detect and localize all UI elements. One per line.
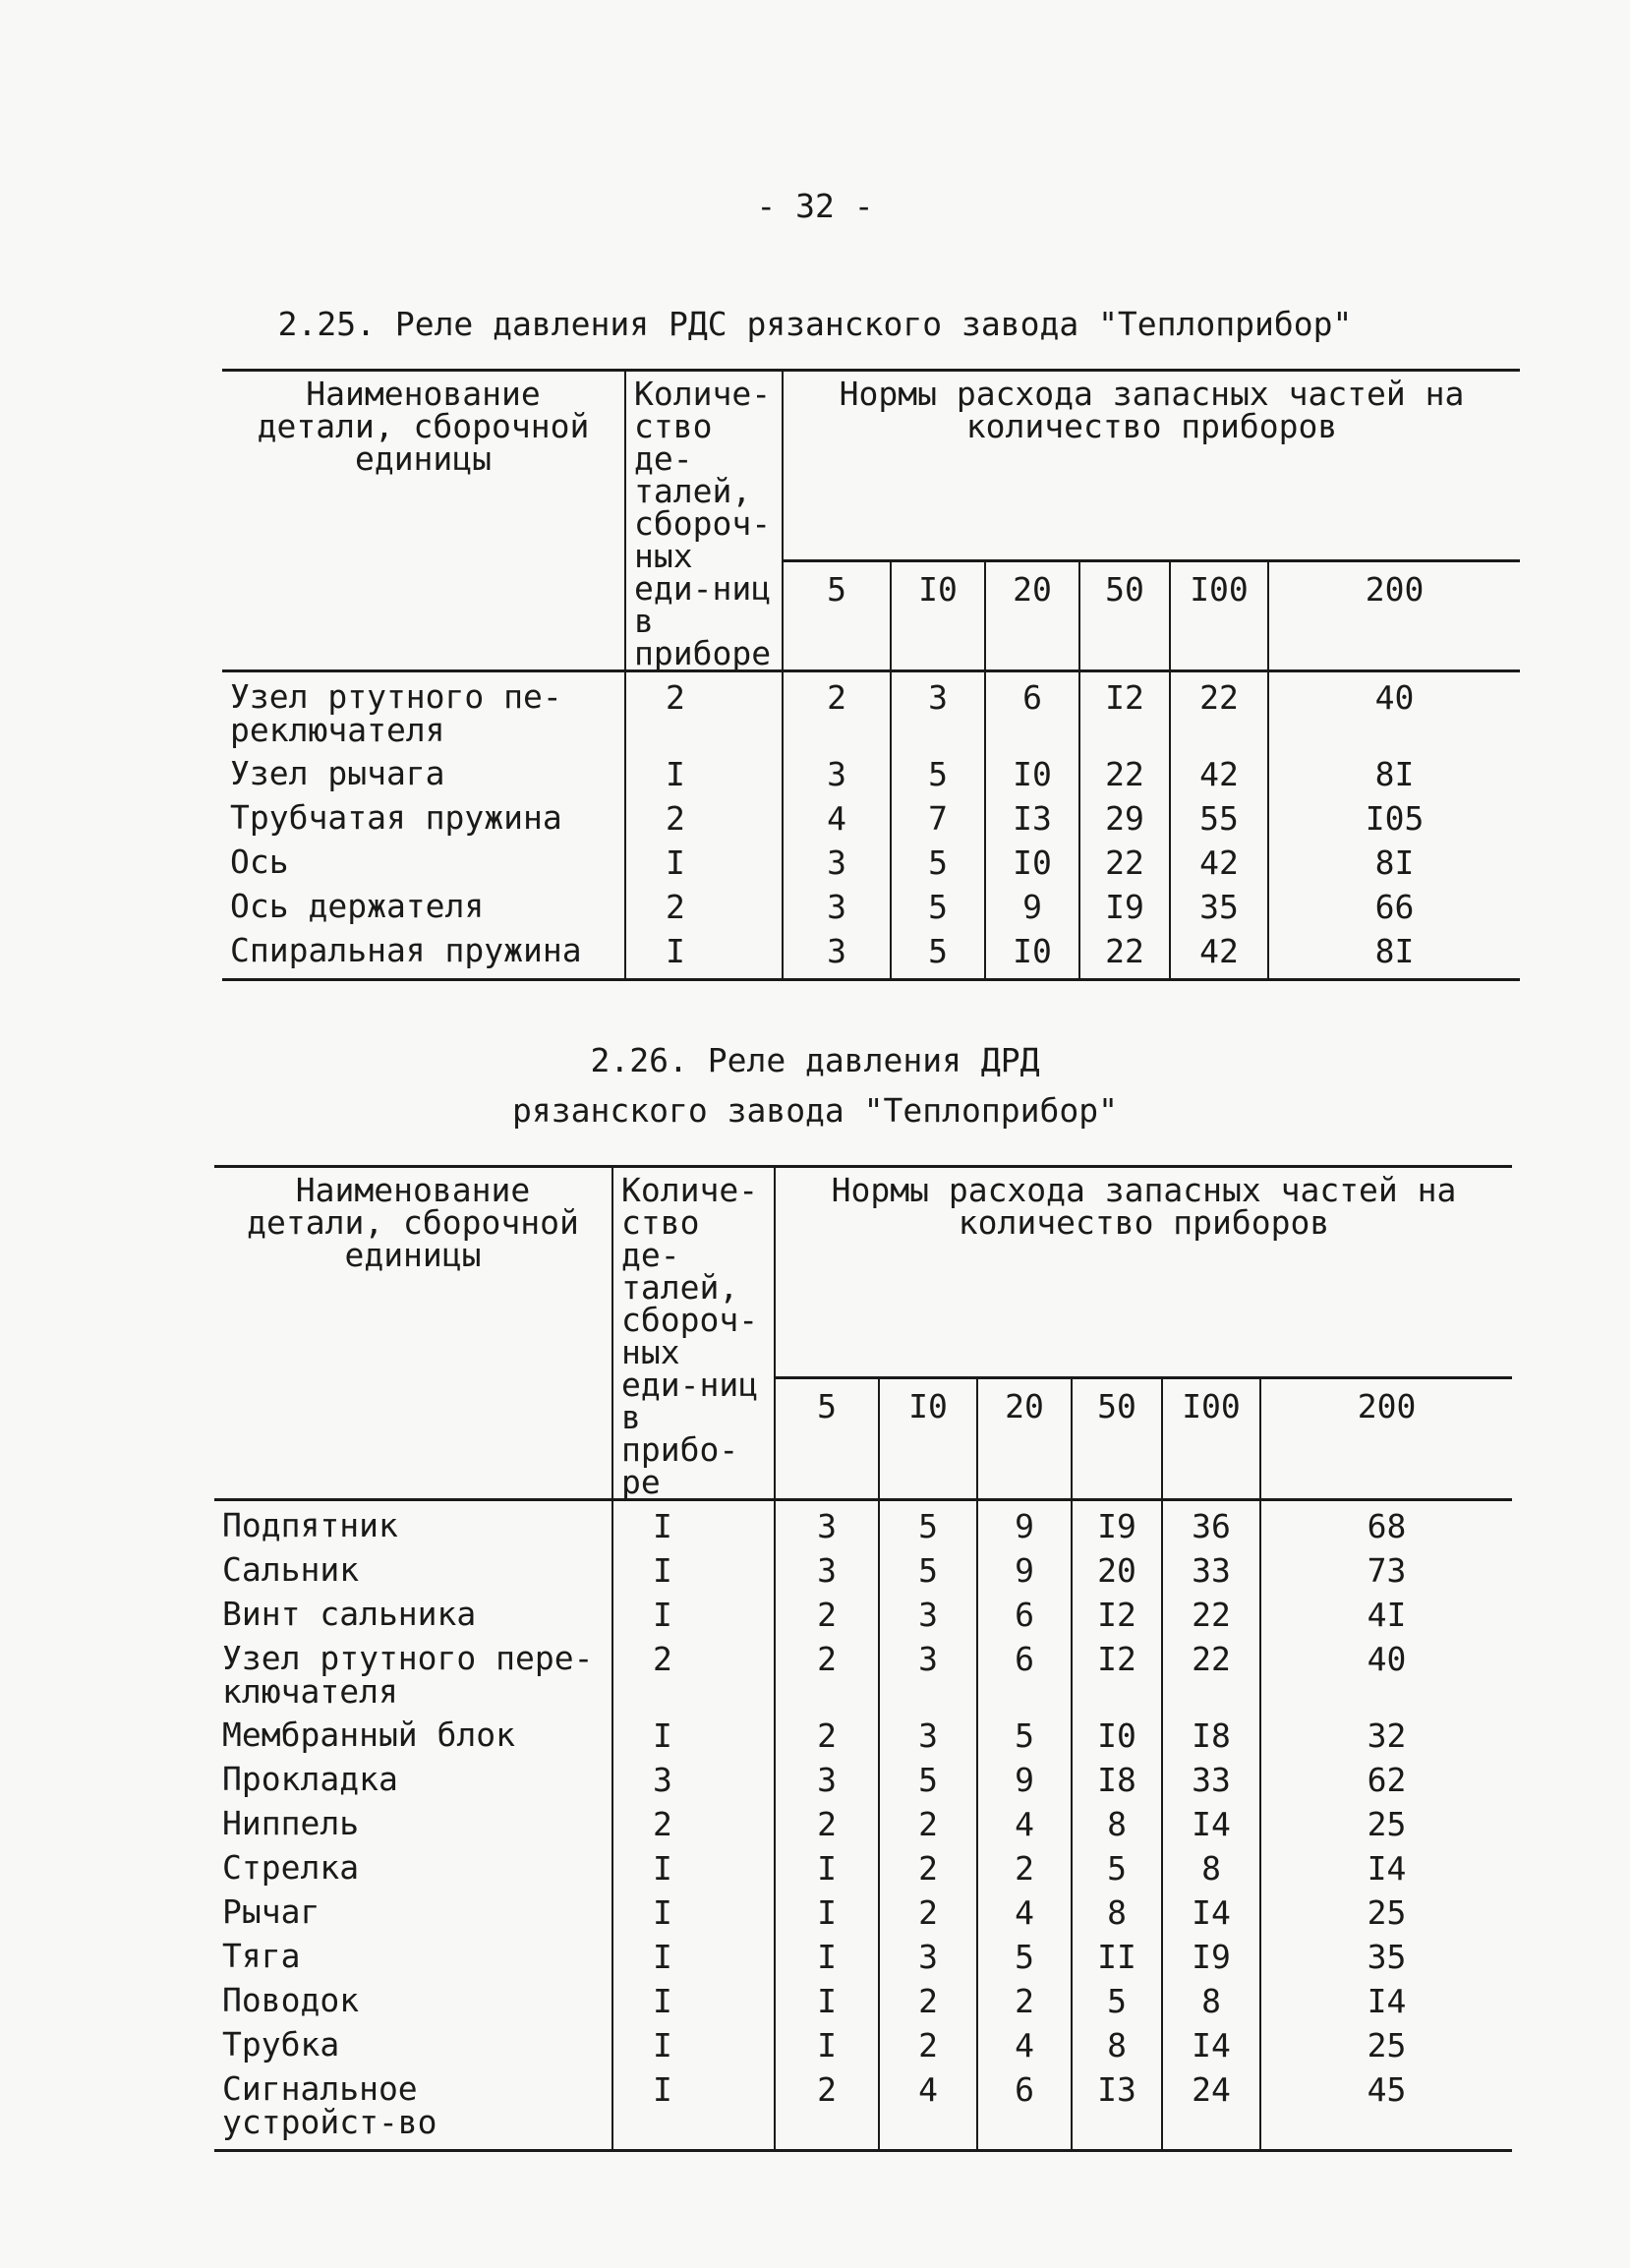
norm-value-cell: 2 bbox=[879, 1802, 977, 1846]
column-header-devices: 20 bbox=[977, 1377, 1072, 1499]
table-row bbox=[214, 2023, 1512, 2067]
norm-value-cell: I9 bbox=[1162, 1935, 1260, 1979]
table-2-caption-line-1: 2.26. Реле давления ДРД bbox=[590, 1041, 1040, 1079]
norm-value-cell: I bbox=[775, 1935, 879, 1979]
norm-value-cell: 8I bbox=[1268, 841, 1520, 885]
norm-value-cell: 25 bbox=[1260, 1890, 1512, 1935]
table-row bbox=[222, 885, 1520, 929]
norm-value-cell: I4 bbox=[1162, 1890, 1260, 1935]
norm-value-cell: I2 bbox=[1072, 1593, 1162, 1637]
part-name-cell: Узел ртутного пе-реключателя bbox=[222, 671, 625, 753]
column-header-part-name: Наименование детали, сборочной единицы bbox=[214, 1167, 612, 1500]
part-name-cell: Трубчатая пружина bbox=[230, 798, 562, 837]
part-name-cell: Спиральная пружина bbox=[222, 929, 625, 980]
norm-value-cell: 2 bbox=[775, 1802, 879, 1846]
column-header-devices: 50 bbox=[1072, 1377, 1162, 1499]
table-row bbox=[214, 1758, 1512, 1802]
norm-value-cell: 33 bbox=[1162, 1758, 1260, 1802]
norm-value-cell: 40 bbox=[1268, 671, 1520, 753]
norm-value-cell: 4 bbox=[879, 2067, 977, 2151]
quantity-cell: I bbox=[612, 1714, 775, 1758]
norm-value-cell: 3 bbox=[879, 1637, 977, 1714]
norm-value-cell: 7 bbox=[891, 796, 985, 841]
table-row bbox=[214, 1593, 1512, 1637]
part-name-cell: Тяга bbox=[222, 1937, 301, 1975]
norm-value-cell: 3 bbox=[775, 1758, 879, 1802]
table-row bbox=[214, 1548, 1512, 1593]
part-name-cell: Стрелка bbox=[222, 1848, 360, 1887]
part-name-cell: Ниппель bbox=[222, 1804, 360, 1842]
table-row bbox=[214, 2067, 1512, 2151]
norm-value-cell: I bbox=[775, 1890, 879, 1935]
part-name-cell: Подпятник bbox=[214, 1500, 612, 1549]
norm-value-cell: 8 bbox=[1162, 1979, 1260, 2023]
norm-value-cell: 4I bbox=[1260, 1593, 1512, 1637]
quantity-cell: 3 bbox=[612, 1758, 775, 1802]
norm-value-cell: 68 bbox=[1260, 1500, 1512, 1549]
norm-value-cell: 3 bbox=[783, 752, 891, 796]
part-name-cell: Узел ртутного пере-ключателя bbox=[222, 1639, 594, 1711]
norm-value-cell: 5 bbox=[891, 752, 985, 796]
norm-value-cell: 42 bbox=[1170, 752, 1268, 796]
norm-value-cell: I4 bbox=[1260, 1979, 1512, 2023]
column-header-consumption-norms: Нормы расхода запасных частей на количество приборов bbox=[783, 371, 1520, 561]
table-row bbox=[214, 1979, 1512, 2023]
quantity-cell: I bbox=[625, 841, 783, 885]
norm-value-cell: I bbox=[775, 1846, 879, 1890]
norm-value-cell: I8 bbox=[1072, 1758, 1162, 1802]
norm-value-cell: 22 bbox=[1079, 841, 1170, 885]
norm-value-cell: 6 bbox=[977, 1593, 1072, 1637]
norm-value-cell: 6 bbox=[985, 671, 1079, 753]
quantity-cell: I bbox=[625, 752, 783, 796]
norm-value-cell: 3 bbox=[783, 841, 891, 885]
part-name-cell: Узел рычага bbox=[230, 754, 445, 792]
quantity-cell: 2 bbox=[612, 1637, 775, 1714]
norm-value-cell: I0 bbox=[985, 929, 1079, 980]
table-row bbox=[222, 796, 1520, 841]
norm-value-cell: 8 bbox=[1162, 1846, 1260, 1890]
norm-value-cell: 9 bbox=[977, 1548, 1072, 1593]
norm-value-cell: 2 bbox=[775, 1637, 879, 1714]
quantity-cell: I bbox=[612, 1548, 775, 1593]
part-name-cell: Сигнальное устройст-во bbox=[214, 2067, 612, 2151]
norm-value-cell: 3 bbox=[879, 1714, 977, 1758]
quantity-cell: I bbox=[612, 1935, 775, 1979]
table-row bbox=[214, 1846, 1512, 1890]
quantity-cell: I bbox=[612, 1846, 775, 1890]
norm-value-cell: I4 bbox=[1260, 1846, 1512, 1890]
column-header-devices: 200 bbox=[1260, 1377, 1512, 1499]
norm-value-cell: 22 bbox=[1079, 752, 1170, 796]
quantity-cell: I bbox=[612, 2067, 775, 2151]
norm-value-cell: 22 bbox=[1162, 1637, 1260, 1714]
table-row bbox=[214, 1935, 1512, 1979]
norm-value-cell: 6 bbox=[977, 2067, 1072, 2151]
spare-parts-table-rds bbox=[222, 369, 1520, 981]
column-header-part-name: Наименование детали, сборочной единицы bbox=[222, 371, 625, 671]
norm-value-cell: 8I bbox=[1268, 929, 1520, 980]
norm-value-cell: 9 bbox=[985, 885, 1079, 929]
table-row bbox=[222, 752, 1520, 796]
table-row bbox=[214, 1802, 1512, 1846]
norm-value-cell: I bbox=[775, 2023, 879, 2067]
norm-value-cell: 8I bbox=[1268, 752, 1520, 796]
norm-value-cell: 5 bbox=[1072, 1979, 1162, 2023]
norm-value-cell: 2 bbox=[775, 2067, 879, 2151]
column-header-devices: 5 bbox=[775, 1377, 879, 1499]
norm-value-cell: 5 bbox=[891, 885, 985, 929]
norm-value-cell: 29 bbox=[1079, 796, 1170, 841]
column-header-devices: I0 bbox=[891, 560, 985, 670]
norm-value-cell: 55 bbox=[1170, 796, 1268, 841]
part-name-cell: Поводок bbox=[222, 1981, 360, 2019]
norm-value-cell: 2 bbox=[775, 1593, 879, 1637]
quantity-cell: I bbox=[612, 1979, 775, 2023]
table-row bbox=[222, 929, 1520, 980]
norm-value-cell: 66 bbox=[1268, 885, 1520, 929]
table-2-caption-line-2: рязанского завода "Теплоприбор" bbox=[512, 1091, 1118, 1130]
norm-value-cell: 33 bbox=[1162, 1548, 1260, 1593]
norm-value-cell: 4 bbox=[977, 1890, 1072, 1935]
norm-value-cell: 3 bbox=[783, 885, 891, 929]
norm-value-cell: I05 bbox=[1268, 796, 1520, 841]
quantity-cell: I bbox=[612, 1890, 775, 1935]
quantity-cell: I bbox=[612, 2023, 775, 2067]
norm-value-cell: 24 bbox=[1162, 2067, 1260, 2151]
norm-value-cell: I8 bbox=[1162, 1714, 1260, 1758]
norm-value-cell: 3 bbox=[879, 1935, 977, 1979]
norm-value-cell: 4 bbox=[783, 796, 891, 841]
norm-value-cell: I9 bbox=[1079, 885, 1170, 929]
norm-value-cell: I4 bbox=[1162, 1802, 1260, 1846]
norm-value-cell: 42 bbox=[1170, 841, 1268, 885]
norm-value-cell: 4 bbox=[977, 2023, 1072, 2067]
quantity-cell: I bbox=[612, 1593, 775, 1637]
table-row bbox=[214, 1500, 1512, 1549]
column-header-devices: 200 bbox=[1268, 560, 1520, 670]
quantity-cell: 2 bbox=[625, 885, 783, 929]
part-name-cell: Ось bbox=[230, 843, 289, 881]
norm-value-cell: 40 bbox=[1260, 1637, 1512, 1714]
table-row bbox=[214, 1890, 1512, 1935]
norm-value-cell: 3 bbox=[775, 1500, 879, 1549]
part-name-cell: Винт сальника bbox=[222, 1595, 477, 1633]
norm-value-cell: 45 bbox=[1260, 2067, 1512, 2151]
quantity-cell: I bbox=[612, 1500, 775, 1549]
norm-value-cell: I bbox=[775, 1979, 879, 2023]
quantity-cell: 2 bbox=[625, 671, 783, 753]
quantity-cell: I bbox=[625, 929, 783, 980]
column-header-devices: 20 bbox=[985, 560, 1079, 670]
column-header-devices: 5 bbox=[783, 560, 891, 670]
norm-value-cell: 6 bbox=[977, 1637, 1072, 1714]
norm-value-cell: 32 bbox=[1260, 1714, 1512, 1758]
norm-value-cell: 2 bbox=[879, 2023, 977, 2067]
norm-value-cell: 8 bbox=[1072, 1890, 1162, 1935]
column-header-quantity: Количе-ство де-талей, сбороч-ных еди-ниц в прибо-ре bbox=[612, 1167, 775, 1500]
norm-value-cell: 9 bbox=[977, 1758, 1072, 1802]
norm-value-cell: 3 bbox=[775, 1548, 879, 1593]
norm-value-cell: II bbox=[1072, 1935, 1162, 1979]
part-name-cell: Сальник bbox=[222, 1550, 360, 1589]
column-header-quantity: Количе-ство де-талей, сбороч-ных еди-ниц в приборе bbox=[625, 371, 783, 671]
norm-value-cell: 5 bbox=[879, 1548, 977, 1593]
norm-value-cell: 22 bbox=[1170, 671, 1268, 753]
norm-value-cell: 3 bbox=[879, 1593, 977, 1637]
norm-value-cell: 2 bbox=[977, 1846, 1072, 1890]
norm-value-cell: I9 bbox=[1072, 1500, 1162, 1549]
norm-value-cell: 3 bbox=[891, 671, 985, 753]
norm-value-cell: I2 bbox=[1079, 671, 1170, 753]
table-row bbox=[222, 671, 1520, 753]
quantity-cell: 2 bbox=[625, 796, 783, 841]
norm-value-cell: 2 bbox=[775, 1714, 879, 1758]
norm-value-cell: 4 bbox=[977, 1802, 1072, 1846]
norm-value-cell: 36 bbox=[1162, 1500, 1260, 1549]
part-name-cell: Трубка bbox=[222, 2025, 340, 2064]
norm-value-cell: 5 bbox=[879, 1500, 977, 1549]
norm-value-cell: 42 bbox=[1170, 929, 1268, 980]
norm-value-cell: 2 bbox=[783, 671, 891, 753]
page-number: - 32 - bbox=[756, 187, 874, 225]
norm-value-cell: 5 bbox=[891, 929, 985, 980]
table-1-caption: 2.25. Реле давления РДС рязанского завода "Теплоприбор" bbox=[277, 305, 1353, 343]
norm-value-cell: 5 bbox=[977, 1714, 1072, 1758]
norm-value-cell: 2 bbox=[879, 1979, 977, 2023]
norm-value-cell: I0 bbox=[985, 752, 1079, 796]
norm-value-cell: 73 bbox=[1260, 1548, 1512, 1593]
part-name-cell: Мембранный блок bbox=[222, 1716, 516, 1754]
part-name-cell: Рычаг bbox=[222, 1892, 320, 1931]
column-header-devices: I00 bbox=[1162, 1377, 1260, 1499]
norm-value-cell: 5 bbox=[879, 1758, 977, 1802]
norm-value-cell: I4 bbox=[1162, 2023, 1260, 2067]
norm-value-cell: 3 bbox=[783, 929, 891, 980]
norm-value-cell: I3 bbox=[1072, 2067, 1162, 2151]
column-header-devices: I0 bbox=[879, 1377, 977, 1499]
norm-value-cell: 35 bbox=[1170, 885, 1268, 929]
norm-value-cell: 35 bbox=[1260, 1935, 1512, 1979]
norm-value-cell: I2 bbox=[1072, 1637, 1162, 1714]
spare-parts-table-drd bbox=[214, 1165, 1512, 2152]
norm-value-cell: 9 bbox=[977, 1500, 1072, 1549]
norm-value-cell: 2 bbox=[879, 1846, 977, 1890]
norm-value-cell: 8 bbox=[1072, 2023, 1162, 2067]
norm-value-cell: 22 bbox=[1162, 1593, 1260, 1637]
table-row bbox=[214, 1714, 1512, 1758]
norm-value-cell: 5 bbox=[1072, 1846, 1162, 1890]
column-header-devices: 50 bbox=[1079, 560, 1170, 670]
norm-value-cell: 5 bbox=[891, 841, 985, 885]
norm-value-cell: 25 bbox=[1260, 1802, 1512, 1846]
norm-value-cell: I3 bbox=[985, 796, 1079, 841]
norm-value-cell: 2 bbox=[977, 1979, 1072, 2023]
column-header-devices: I00 bbox=[1170, 560, 1268, 670]
table-row bbox=[222, 841, 1520, 885]
norm-value-cell: 8 bbox=[1072, 1802, 1162, 1846]
norm-value-cell: 20 bbox=[1072, 1548, 1162, 1593]
table-row bbox=[214, 1637, 1512, 1714]
part-name-cell: Ось держателя bbox=[230, 887, 485, 925]
part-name-cell: Прокладка bbox=[222, 1760, 398, 1798]
norm-value-cell: 5 bbox=[977, 1935, 1072, 1979]
norm-value-cell: 22 bbox=[1079, 929, 1170, 980]
norm-value-cell: 25 bbox=[1260, 2023, 1512, 2067]
norm-value-cell: I0 bbox=[1072, 1714, 1162, 1758]
quantity-cell: 2 bbox=[612, 1802, 775, 1846]
column-header-consumption-norms: Нормы расхода запасных частей на количество приборов bbox=[775, 1167, 1512, 1378]
norm-value-cell: 2 bbox=[879, 1890, 977, 1935]
norm-value-cell: I0 bbox=[985, 841, 1079, 885]
norm-value-cell: 62 bbox=[1260, 1758, 1512, 1802]
